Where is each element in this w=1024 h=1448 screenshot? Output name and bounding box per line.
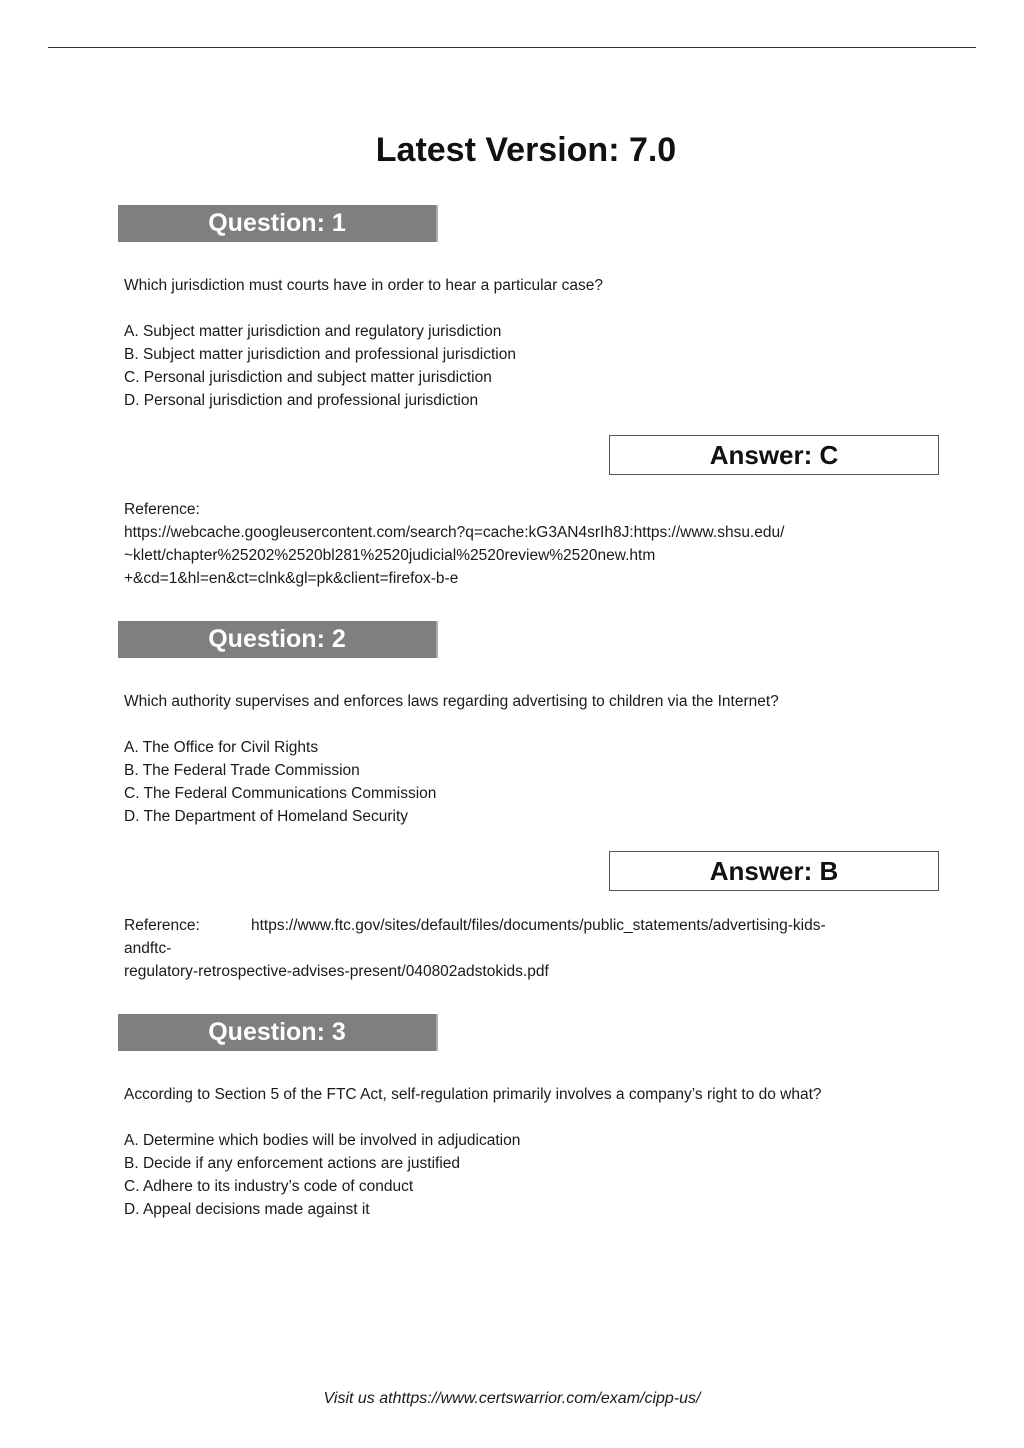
question-1-answer: Answer: C [609,435,939,475]
question-1-option-b: B. Subject matter jurisdiction and professional jurisdiction [124,346,516,363]
footer-link[interactable]: Visit us athttps://www.certswarrior.com/exam/cipp-us/ [323,1390,701,1407]
question-2-reference-label: Reference: [124,917,200,934]
question-2-text: Which authority supervises and enforces laws regarding advertising to children via the Internet? [124,693,779,710]
question-1-reference-line-3: +&cd=1&hl=en&ct=clnk&gl=pk&client=firefox-b-e [124,570,459,587]
question-1-reference-line-1: https://webcache.googleusercontent.com/search?q=cache:kG3AN4srIh8J:https://www.shsu.edu/ [124,524,785,541]
question-1-reference-line-2: ~klett/chapter%25202%2520bl281%2520judicial%2520review%2520new.htm [124,547,656,564]
question-1-header: Question: 1 [118,205,438,242]
page-title: Latest Version: 7.0 [375,131,677,169]
question-3-text: According to Section 5 of the FTC Act, self-regulation primarily involves a company’s right to do what? [124,1086,822,1103]
question-3-option-d: D. Appeal decisions made against it [124,1201,370,1218]
question-3-option-b: B. Decide if any enforcement actions are justified [124,1155,461,1172]
question-1-option-d: D. Personal jurisdiction and professional jurisdiction [124,392,479,409]
question-2-reference-url-start: https://www.ftc.gov/sites/default/files/documents/public_statements/advertising-kids- [251,917,826,934]
question-2-answer: Answer: B [609,851,939,891]
question-2-option-d: D. The Department of Homeland Security [124,808,409,825]
question-3-option-c: C. Adhere to its industry’s code of conduct [124,1178,414,1195]
question-2-reference-line-2: andftc- [124,940,172,957]
question-2-reference-line-1 [124,914,826,937]
top-rule [48,47,976,48]
question-1-option-a: A. Subject matter jurisdiction and regulatory jurisdiction [124,323,502,340]
question-2-option-c: C. The Federal Communications Commission [124,785,437,802]
question-1-reference-label: Reference: [124,501,200,518]
question-1-text: Which jurisdiction must courts have in order to hear a particular case? [124,277,603,294]
question-1-option-c: C. Personal jurisdiction and subject matter jurisdiction [124,369,492,386]
question-2-option-b: B. The Federal Trade Commission [124,762,360,779]
question-2-reference-line-3: regulatory-retrospective-advises-present/040802adstokids.pdf [124,963,549,980]
question-2-header: Question: 2 [118,621,438,658]
question-3-header: Question: 3 [118,1014,438,1051]
question-3-option-a: A. Determine which bodies will be involved in adjudication [124,1132,521,1149]
question-2-option-a: A. The Office for Civil Rights [124,739,319,756]
